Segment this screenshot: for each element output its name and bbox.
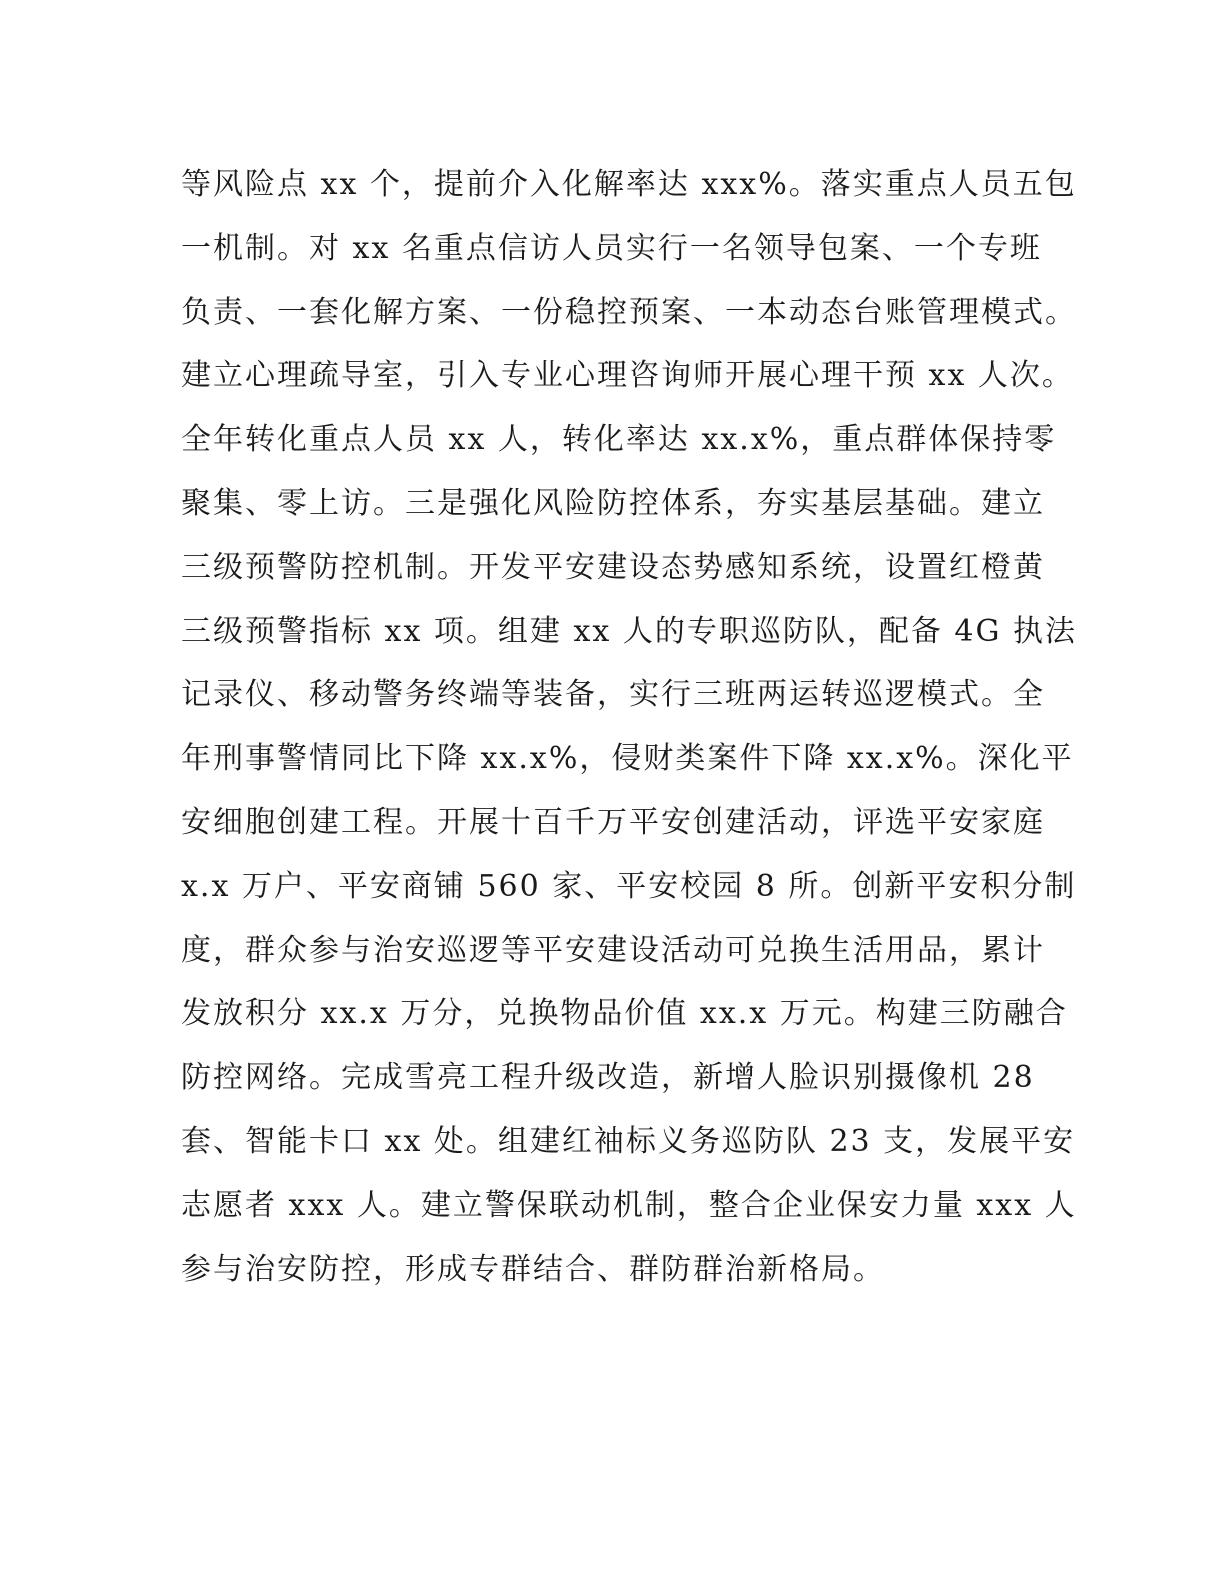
text-line-12: x.x 万户、平安商铺 560 家、平安校园 8 所。创新平安积分制 <box>181 868 1077 904</box>
text-line-6: 聚集、零上访。三是强化风险防控体系，夯实基层基础。建立 <box>181 485 1045 521</box>
text-line-1: 等风险点 xx 个，提前介入化解率达 xxx%。落实重点人员五包 <box>181 167 1077 202</box>
text-line-14: 发放积分 xx.x 万分，兑换物品价值 xx.x 万元。构建三防融合 <box>181 996 1068 1032</box>
body-text <box>181 158 1081 1306</box>
text-line-16: 套、智能卡口 xx 处。组建红袖标义务巡防队 23 支，发展平安 <box>181 1123 1076 1159</box>
text-line-13: 度，群众参与治安巡逻等平安建设活动可兑换生活用品，累计 <box>181 932 1045 968</box>
text-line-3: 负责、一套化解方案、一份稳控预案、一本动态台账管理模式。 <box>181 294 1077 330</box>
text-line-15: 防控网络。完成雪亮工程升级改造，新增人脸识别摄像机 28 <box>181 1060 1035 1096</box>
text-line-8: 三级预警指标 xx 项。组建 xx 人的专职巡防队，配备 4G 执法 <box>181 613 1077 649</box>
text-line-7: 三级预警防控机制。开发平安建设态势感知系统，设置红橙黄 <box>181 549 1045 585</box>
text-line-11: 安细胞创建工程。开展十百千万平安创建活动，评选平安家庭 <box>181 804 1045 840</box>
text-line-17: 志愿者 xxx 人。建立警保联动机制，整合企业保安力量 xxx 人 <box>181 1187 1077 1223</box>
text-line-5: 全年转化重点人员 xx 人，转化率达 xx.x%，重点群体保持零 <box>181 422 1057 458</box>
text-line-18: 参与治安防控，形成专群结合、群防群治新格局。 <box>181 1251 885 1287</box>
text-line-4: 建立心理疏导室，引入专业心理咨询师开展心理干预 xx 人次。 <box>181 358 1074 394</box>
text-line-10: 年刑事警情同比下降 xx.x%，侵财类案件下降 xx.x%。深化平 <box>181 741 1074 777</box>
text-line-2: 一机制。对 xx 名重点信访人员实行一名领导包案、一个专班 <box>181 230 1042 266</box>
text-line-9: 记录仪、移动警务终端等装备，实行三班两运转巡逻模式。全 <box>181 677 1045 713</box>
